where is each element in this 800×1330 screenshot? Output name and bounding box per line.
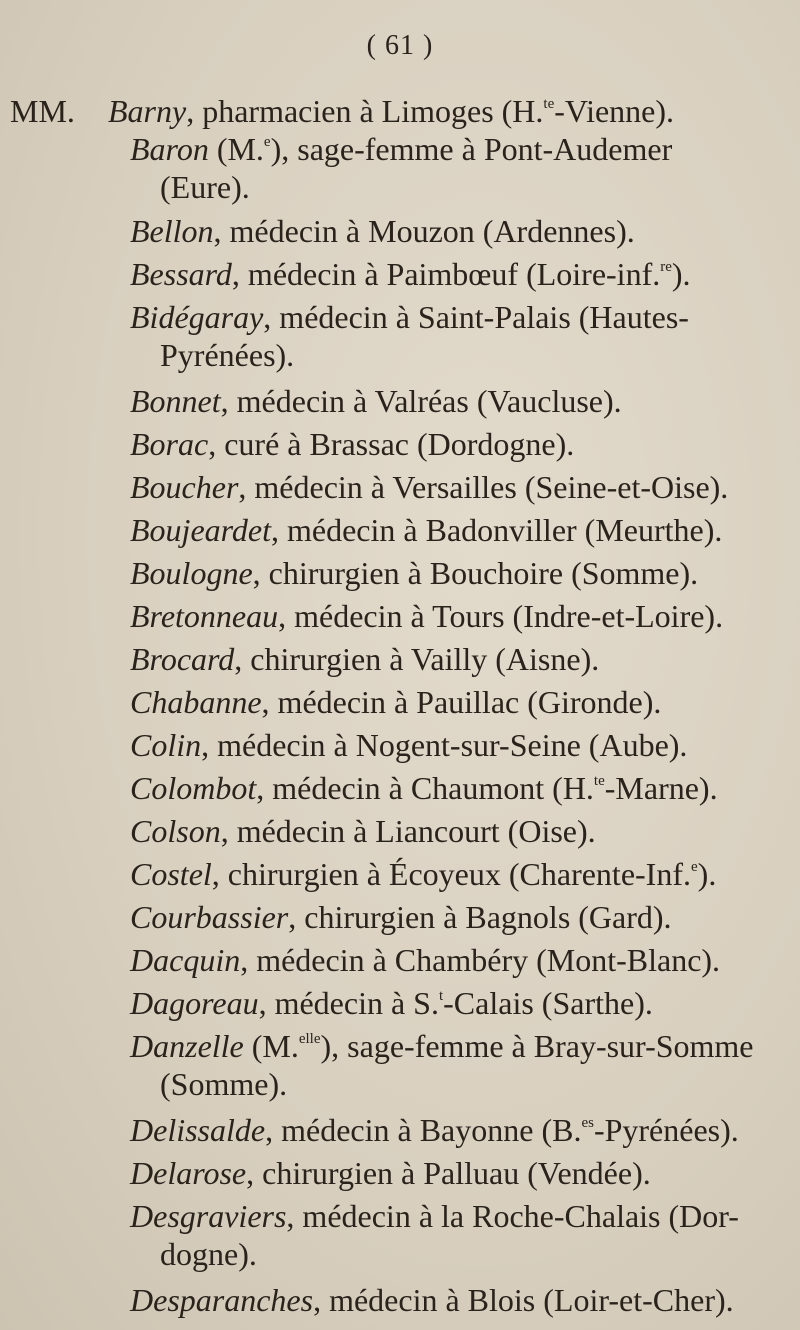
- list-item: Chabanne, médecin à Pauillac (Gironde).: [130, 684, 662, 720]
- entry-name: Boulogne: [130, 555, 253, 591]
- list-item: Colombot, médecin à Chaumont (H.$^{te}$-Marne).: [130, 770, 718, 806]
- entry-name: Brocard: [130, 641, 235, 677]
- list-item: Colin, médecin à Nogent-sur-Seine (Aube).: [130, 727, 688, 763]
- list-item: Boulogne, chirurgien à Bouchoire (Somme).: [130, 555, 699, 591]
- list-item: Desparanches, médecin à Blois (Loir-et-Cher).: [130, 1282, 734, 1318]
- list-item: Dagoreau, médecin à S.$^t$-Calais (Sarthe).: [130, 985, 653, 1021]
- list-item: Baron (M.$^e$), sage-femme à Pont-Audemer (Eure).: [130, 130, 790, 206]
- entry-name: Boujeardet: [130, 512, 271, 548]
- list-item: Delarose, chirurgien à Palluau (Vendée).: [130, 1155, 651, 1191]
- list-item: Bellon, médecin à Mouzon (Ardennes).: [130, 213, 635, 249]
- entry-name: Bellon: [130, 213, 214, 249]
- entry-name: Dagoreau: [130, 985, 259, 1021]
- list-item: Borac, curé à Brassac (Dordogne).: [130, 426, 575, 462]
- list-item: Bonnet, médecin à Valréas (Vaucluse).: [130, 383, 622, 419]
- entry-name: Boucher: [130, 469, 239, 505]
- entry-name: Dacquin: [130, 942, 241, 978]
- entry-name: Courbassier: [130, 899, 289, 935]
- entry-continuation: (Eure).: [160, 169, 250, 205]
- list-item: Bessard, médecin à Paimbœuf (Loire-inf.$^{re}$).: [130, 256, 691, 292]
- list-item: Costel, chirurgien à Écoyeux (Charente-Inf.$^e$).: [130, 856, 717, 892]
- entry-continuation: dogne).: [160, 1236, 257, 1272]
- list-item: Bretonneau, médecin à Tours (Indre-et-Loire).: [130, 598, 724, 634]
- entry-name: Bonnet: [130, 383, 221, 419]
- entry-name: Costel: [130, 856, 212, 892]
- list-item: Barny, pharmacien à Limoges (H.$^{te}$-Vienne).: [108, 93, 675, 129]
- page-number: ( 61 ): [366, 30, 434, 61]
- entry-continuation: Pyrénées).: [160, 337, 295, 373]
- entry-name: Danzelle: [130, 1028, 244, 1064]
- entry-name: Colin: [130, 727, 202, 763]
- entry-name: Colson: [130, 813, 221, 849]
- list-item: Boujeardet, médecin à Badonviller (Meurthe).: [130, 512, 723, 548]
- entry-name: Desgraviers: [130, 1198, 287, 1234]
- list-item: Colson, médecin à Liancourt (Oise).: [130, 813, 596, 849]
- entry-name: Delissalde: [130, 1112, 266, 1148]
- list-item: Brocard, chirurgien à Vailly (Aisne).: [130, 641, 600, 677]
- entry-name: Bessard: [130, 256, 232, 292]
- entry-continuation: (Somme).: [160, 1066, 288, 1102]
- entry-name: Desparanches: [130, 1282, 314, 1318]
- list-item: Courbassier, chirurgien à Bagnols (Gard).: [130, 899, 672, 935]
- list-item: Danzelle (M.$^{elle}$), sage-femme à Bray-sur-Somme (Somme).: [130, 1027, 790, 1103]
- entry-name: Colombot: [130, 770, 257, 806]
- list-item: Dacquin, médecin à Chambéry (Mont-Blanc).: [130, 942, 721, 978]
- entry-name: Chabanne: [130, 684, 262, 720]
- list-item: Delissalde, médecin à Bayonne (B.$^{es}$-Pyrénées).: [130, 1112, 739, 1148]
- entry-name: Delarose: [130, 1155, 247, 1191]
- entry-name: Borac: [130, 426, 209, 462]
- list-item: Bidégaray, médecin à Saint-Palais (Hautes- Pyrénées).: [130, 298, 790, 374]
- entry-name: Bretonneau: [130, 598, 279, 634]
- entry-name: Barny: [108, 93, 187, 129]
- list-item: Boucher, médecin à Versailles (Seine-et-Oise).: [130, 469, 729, 505]
- entry-name: Baron: [130, 131, 209, 167]
- list-item: Desgraviers, médecin à la Roche-Chalais (Dor- dogne).: [130, 1197, 790, 1273]
- list-prefix: MM.: [10, 93, 75, 129]
- entry-name: Bidégaray: [130, 299, 264, 335]
